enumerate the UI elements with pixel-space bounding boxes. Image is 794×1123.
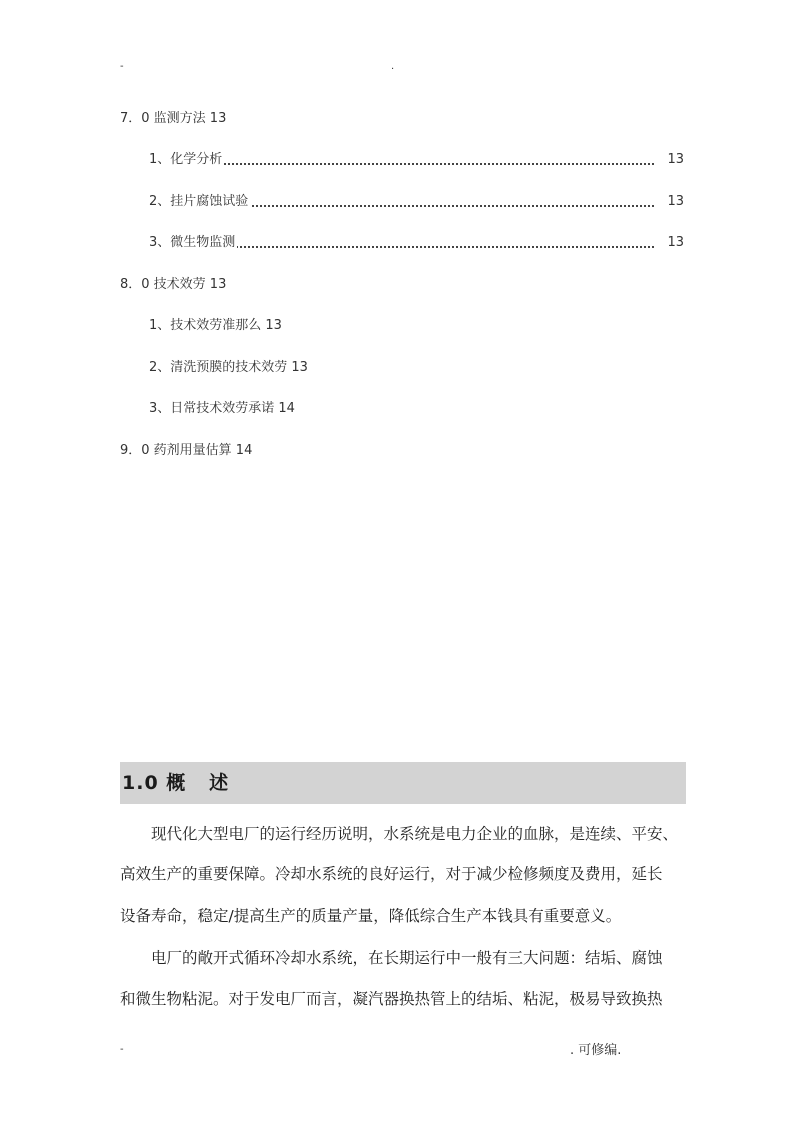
toc-entry-page: 13 [667,235,684,250]
toc-item-cleaning-prefilm-service[interactable]: 2、清洗预膜的技术效劳 13 [149,360,308,375]
toc-entry-page: 13 [667,194,684,209]
toc-entry-label: 1、化学分析 [149,152,223,167]
section-heading: 1.0 概 述 [122,772,230,794]
toc-section-8-title: 8．0 技术效劳 13 [120,277,227,292]
toc-entry-label: 2、挂片腐蚀试验 [149,194,249,209]
footer-left-mark: - [120,1044,124,1055]
toc-section-9-title: 9．0 药剂用量估算 14 [120,443,253,458]
body-paragraph-2-line-1: 电厂的敞开式循环冷却水系统，在长期运行中一般有三大问题：结垢、腐蚀 [151,949,663,967]
header-center-mark: . [391,61,395,72]
body-paragraph-1-line-3: 设备寿命，稳定/提高生产的质量产量，降低综合生产本钱具有重要意义。 [120,907,622,925]
toc-item-daily-service-commitment[interactable]: 3、日常技术效劳承诺 14 [149,401,295,416]
body-paragraph-1-line-2: 高效生产的重要保障。冷却水系统的良好运行，对于减少检修频度及费用，延长 [120,865,663,883]
footer-editable-note: . 可修编. [570,1043,622,1058]
toc-entry-page: 13 [667,152,684,167]
toc-entry-chemical-analysis[interactable] [149,151,684,169]
toc-entry-microbial-monitoring[interactable] [149,234,684,252]
toc-section-7-title: 7．0 监测方法 13 [120,111,227,126]
section-heading-band [120,762,686,804]
header-left-mark: - [120,61,124,72]
toc-entry-label: 3、微生物监测 [149,235,236,250]
body-paragraph-1-line-1: 现代化大型电厂的运行经历说明，水系统是电力企业的血脉，是连续、平安、 [151,825,679,843]
toc-entry-coupon-corrosion-test[interactable] [149,193,684,211]
toc-item-technical-service-criteria[interactable]: 1、技术效劳准那么 13 [149,318,282,333]
toc-dot-leader [149,163,654,165]
body-paragraph-2-line-2: 和微生物粘泥。对于发电厂而言，凝汽器换热管上的结垢、粘泥，极易导致换热 [120,990,663,1008]
